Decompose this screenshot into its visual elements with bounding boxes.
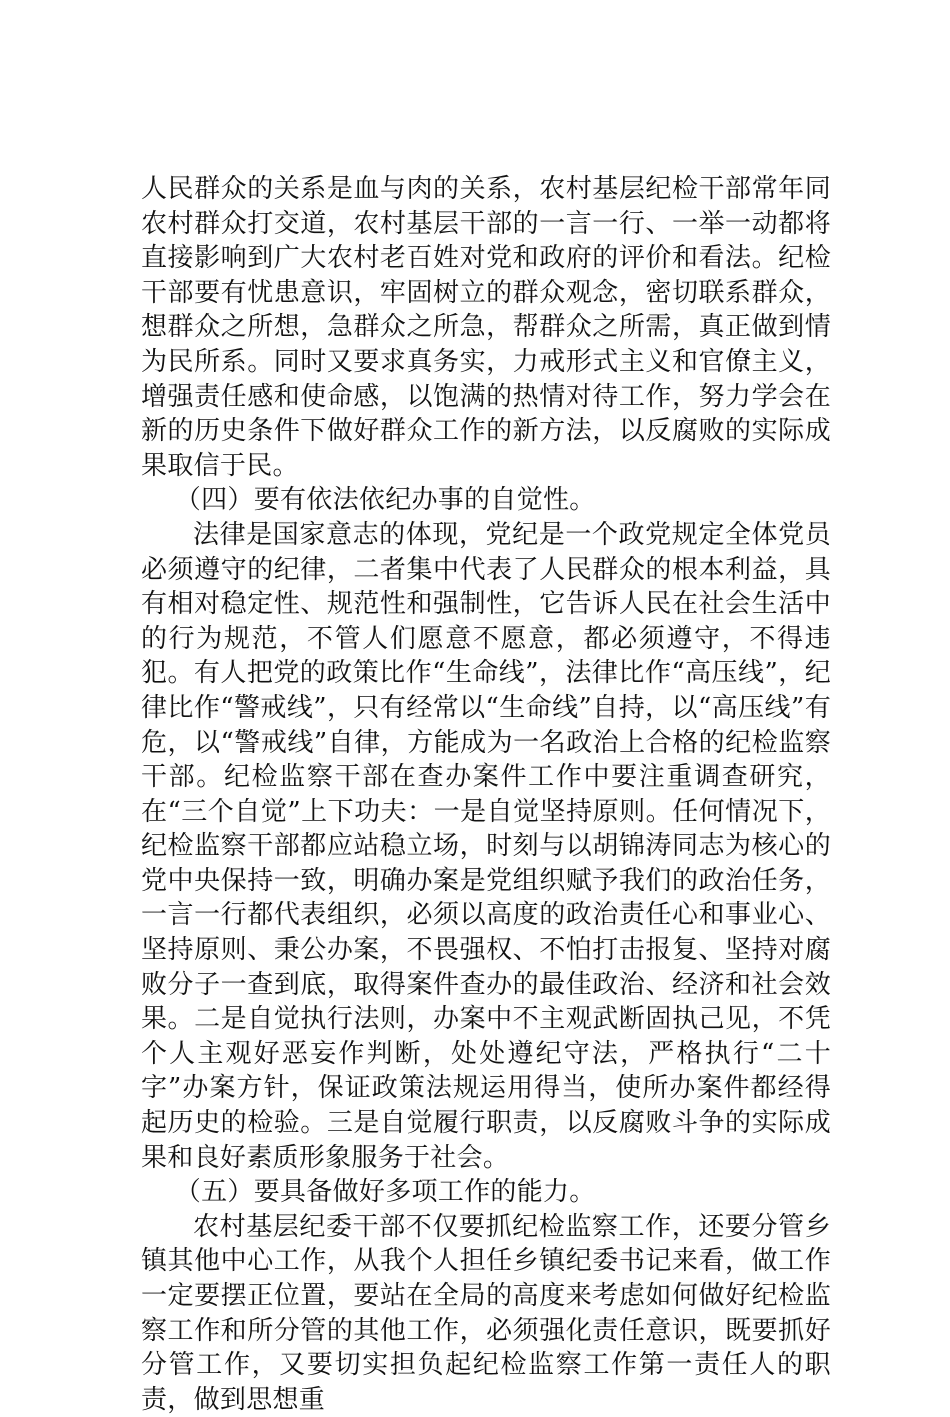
paragraph-multiple-work: 农村基层纪委干部不仅要抓纪检监察工作，还要分管乡镇其他中心工作，从我个人担任乡镇纪委书记来看，做工作一定要摆正位置，要站在全局的高度来考虑如何做好纪检监察工作和所分管的其他工作，必须强化责任意识，既要抓好分管工作，又要切实担负起纪检监察工作第一责任人的职责，做到思想重 bbox=[141, 1211, 831, 1415]
paragraph-continued: 人民群众的关系是血与肉的关系，农村基层纪检干部常年同农村群众打交道，农村基层干部的一言一行、一举一动都将直接影响到广大农村老百姓对党和政府的评价和看法。纪检干部要有忧患意识，牢固树立的群众观念，密切联系群众，想群众之所想，急群众之所急，帮群众之所需，真正做到情为民所系。同时又要求真务实，力戒形式主义和官僚主义，增强责任感和使命感，以饱满的热情对待工作，努力学会在新的历史条件下做好群众工作的新方法，以反腐败的实际成果取信于民。 bbox=[141, 174, 831, 481]
section-heading-5: （五）要具备做好多项工作的能力。 bbox=[174, 1177, 596, 1208]
document-body bbox=[141, 172, 831, 1417]
section-heading-4: （四）要有依法依纪办事的自觉性。 bbox=[174, 485, 596, 516]
paragraph-law-discipline: 法律是国家意志的体现，党纪是一个政党规定全体党员必须遵守的纪律，二者集中代表了人民群众的根本利益，具有相对稳定性、规范性和强制性，它告诉人民在社会生活中的行为规范，不管人们愿意不愿意，都必须遵守，不得违犯。有人把党的政策比作“生命线”，法律比作“高压线”，纪律比作“警戒线”，只有经常以“生命线”自持，以“高压线”有危，以“警戒线”自律，方能成为一名政治上合格的纪检监察干部。纪检监察干部在查办案件工作中要注重调查研究，在“三个自觉”上下功夫：一是自觉坚持原则。任何情况下，纪检监察干部都应站稳立场，时刻与以胡锦涛同志为核心的党中央保持一致，明确办案是党组织赋予我们的政治任务，一言一行都代表组织，必须以高度的政治责任心和事业心、坚持原则、秉公办案，不畏强权、不怕打击报复、坚持对腐败分子一查到底，取得案件查办的最佳政治、经济和社会效果。二是自觉执行法则，办案中不主观武断固执己见，不凭个人主观好恶妄作判断，处处遵纪守法，严格执行“二十字”办案方针，保证政策法规运用得当，使所办案件都经得起历史的检验。三是自觉履行职责，以反腐败斗争的实际成果和良好素质形象服务于社会。 bbox=[141, 519, 831, 1173]
